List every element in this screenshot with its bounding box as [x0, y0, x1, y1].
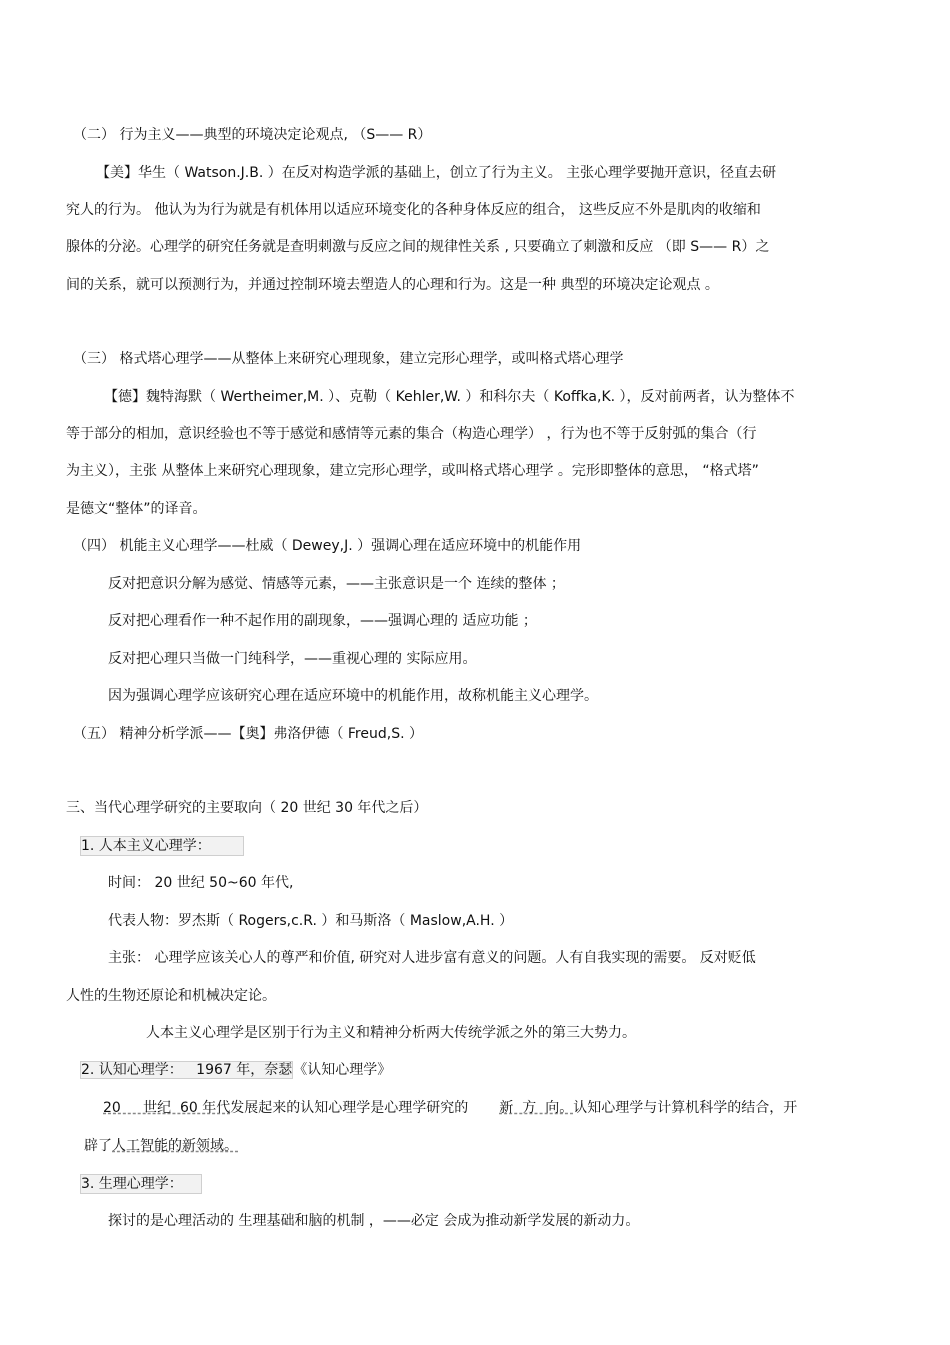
s2-paragraph-line: 间的关系，就可以预测行为，并通过控制环境去塑造人的心理和行为。这是一种 典型的环境决定论观点 。 [66, 277, 719, 293]
humanistic-claim: 主张： 心理学应该关心人的尊严和价值, 研究对人进步富有意义的问题。人有自我实现的需要。 反对贬低 [108, 950, 756, 966]
cognitive-text: 发展起来的认知心理学是心理学研究的 [230, 1100, 469, 1116]
section-3-title: （三） 格式塔心理学——从整体上来研究心理现象，建立完形心理学，或叫格式塔心理学 [73, 351, 624, 367]
cognitive-ai-field: 人工智能的新领域。 [112, 1138, 238, 1154]
s3-paragraph-line: 是德文“整体”的译音。 [66, 501, 207, 517]
s4-list-item: 反对把心理只当做一门纯科学，——重视心理的 实际应用。 [108, 651, 477, 667]
s3-paragraph-line: 为主义），主张 从整体上来研究心理现象，建立完形心理学，或叫格式塔心理学 。完形即整体的意思， “格式塔” [66, 463, 759, 479]
s3-paragraph-line: 【德】魏特海默（ Wertheimer,M. ）、克勒（ Kehler,W. ）和科尔夫（ Koffka,K. ），反对前两者，认为整体不 [104, 389, 795, 405]
section-5-title: （五） 精神分析学派——【奥】弗洛伊德（ Freud,S. ） [73, 726, 423, 742]
humanistic-representatives: 代表人物：罗杰斯（ Rogers,c.R. ）和马斯洛（ Maslow,A.H. ） [108, 913, 514, 929]
cognitive-heading [80, 1061, 391, 1079]
cognitive-paragraph-line [84, 1137, 238, 1155]
s2-paragraph-line: 腺体的分泌。心理学的研究任务就是查明刺激与反应之间的规律性关系 , 只要确立了刺激和反应 （即 S—— R）之 [66, 239, 770, 255]
cognitive-era: 20 世纪 60 年代 [103, 1100, 231, 1116]
physiological-heading: 3. 生理心理学： [80, 1174, 202, 1194]
cognitive-paragraph-line [103, 1099, 797, 1117]
cognitive-text: 认知心理学与计算机科学的结合，开 [573, 1100, 798, 1116]
s2-paragraph-line: 究人的行为。 他认为为行为就是有机体用以适应环境变化的各种身体反应的组合， 这些反应不外是肌肉的收缩和 [66, 202, 761, 218]
cognitive-book-title: 《认知心理学》 [293, 1062, 392, 1078]
humanistic-time: 时间： 20 世纪 50~60 年代, [108, 875, 294, 891]
humanistic-heading: 1. 人本主义心理学： [80, 836, 244, 856]
s3-paragraph-line: 等于部分的相加，意识经验也不等于感觉和感情等元素的集合（构造心理学） ，行为也不等于反射弧的集合（行 [66, 426, 757, 442]
physiological-paragraph: 探讨的是心理活动的 生理基础和脑的机制 ，——必定 会成为推动新学发展的新动力。 [108, 1213, 640, 1229]
s4-list-item: 反对把意识分解为感觉、情感等元素，——主张意识是一个 连续的整体 ； [108, 576, 565, 592]
section-2-title: （二） 行为主义——典型的环境决定论观点, （S—— R） [73, 127, 432, 143]
s4-list-item: 因为强调心理学应该研究心理在适应环境中的机能作用，故称机能主义心理学。 [108, 688, 598, 704]
cognitive-new-direction: 新 方 向。 [499, 1100, 574, 1116]
section-4-title: （四） 机能主义心理学——杜威（ Dewey,J. ）强调心理在适应环境中的机能作用 [73, 538, 582, 554]
humanistic-claim-cont: 人性的生物还原论和机械决定论。 [66, 988, 276, 1004]
s4-list-item: 反对把心理看作一种不起作用的副现象，——强调心理的 适应功能 ； [108, 613, 537, 629]
cognitive-text: 辟了 [84, 1138, 112, 1154]
cognitive-heading-label: 2. 认知心理学： 1967 年，奈瑟 [81, 1062, 293, 1078]
part-3-title: 三、当代心理学研究的主要取向（ 20 世纪 30 年代之后） [66, 800, 428, 816]
humanistic-third-force: 人本主义心理学是区别于行为主义和精神分析两大传统学派之外的第三大势力。 [146, 1025, 636, 1041]
s2-paragraph-line: 【美】华生（ Watson.J.B. ）在反对构造学派的基础上，创立了行为主义。 主张心理学要抛开意识，径直去研 [96, 165, 777, 181]
